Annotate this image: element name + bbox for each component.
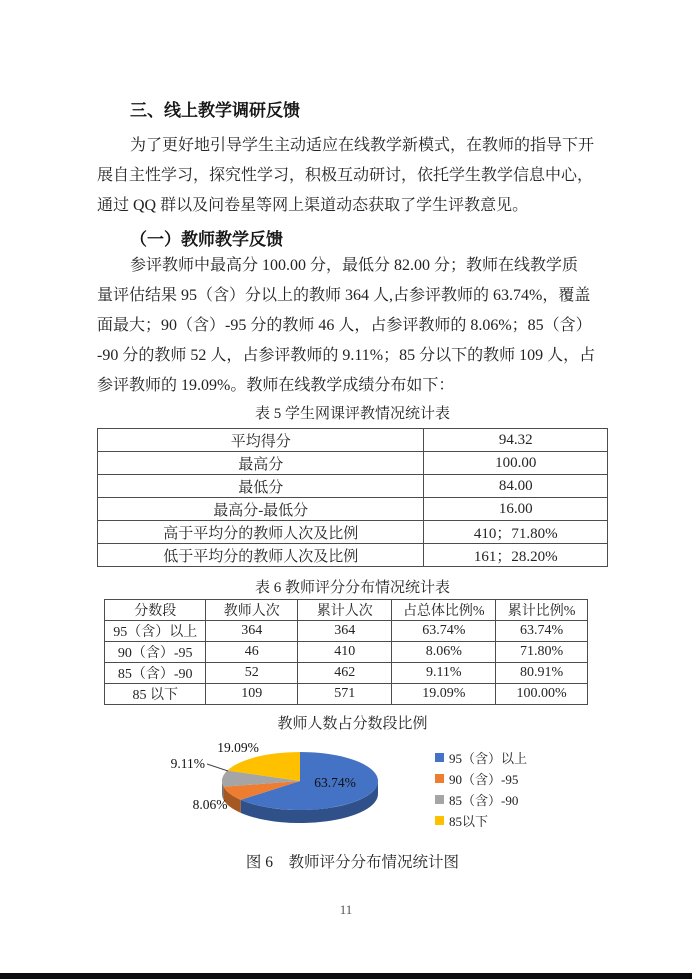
table-cell: 16.00 bbox=[424, 498, 608, 521]
legend-swatch-icon bbox=[435, 816, 444, 825]
legend-item bbox=[435, 810, 527, 831]
pie-data-label: 63.74% bbox=[314, 775, 356, 790]
pie-data-label: 8.06% bbox=[192, 797, 228, 812]
legend-label: 85（含）-90 bbox=[449, 793, 519, 808]
table-cell: 63.74% bbox=[392, 621, 496, 642]
table-cell: 最低分 bbox=[98, 475, 424, 498]
legend-item bbox=[435, 768, 527, 789]
table-cell: 平均得分 bbox=[98, 429, 424, 452]
paragraph-line: 为了更好地引导学生主动适应在线教学新模式，在教师的指导下开 bbox=[130, 137, 595, 154]
subsection-heading: （一）教师教学反馈 bbox=[130, 230, 283, 249]
table-row bbox=[98, 521, 608, 544]
table-cell: 85 以下 bbox=[105, 684, 206, 705]
pie-data-label: 9.11% bbox=[170, 756, 205, 771]
table-row bbox=[98, 544, 608, 567]
label-leader-line bbox=[207, 764, 228, 771]
table-header-cell: 累计人次 bbox=[298, 600, 392, 621]
page-number: 11 bbox=[339, 902, 353, 917]
table-cell: 80.91% bbox=[496, 663, 588, 684]
legend-label: 85以下 bbox=[449, 814, 489, 829]
table-row bbox=[105, 663, 588, 684]
chart-legend bbox=[435, 747, 527, 831]
table-cell: 95（含）以上 bbox=[105, 621, 206, 642]
detail-paragraph bbox=[97, 251, 613, 401]
legend-label: 95（含）以上 bbox=[449, 751, 528, 766]
table-row bbox=[98, 429, 608, 452]
table-cell: 410；71.80% bbox=[424, 521, 608, 544]
table-header-cell: 教师人次 bbox=[206, 600, 298, 621]
table-cell: 161；28.20% bbox=[424, 544, 608, 567]
table-cell: 71.80% bbox=[496, 642, 588, 663]
table-row bbox=[98, 452, 608, 475]
table-cell: 85（含）-90 bbox=[105, 663, 206, 684]
table-cell: 90（含）-95 bbox=[105, 642, 206, 663]
table-row bbox=[105, 684, 588, 705]
table-row bbox=[98, 498, 608, 521]
legend-item bbox=[435, 789, 527, 810]
table-cell: 109 bbox=[206, 684, 298, 705]
legend-label: 90（含）-95 bbox=[449, 772, 519, 787]
paragraph-line: 量评估结果 95（含）分以上的教师 364 人,占参评教师的 63.74%，覆盖 bbox=[97, 287, 591, 304]
table-cell: 100.00 bbox=[424, 452, 608, 475]
table5 bbox=[97, 428, 608, 567]
table-row bbox=[98, 475, 608, 498]
paragraph-line: -90 分的教师 52 人，占参评教师的 9.11%；85 分以下的教师 109 人，占 bbox=[97, 347, 596, 364]
table-cell: 高于平均分的教师人次及比例 bbox=[98, 521, 424, 544]
paragraph-line: 参评教师中最高分 100.00 分，最低分 82.00 分；教师在线教学质 bbox=[130, 257, 579, 274]
table-row bbox=[105, 642, 588, 663]
table-cell: 9.11% bbox=[392, 663, 496, 684]
table-cell: 52 bbox=[206, 663, 298, 684]
section-heading: 三、线上教学调研反馈 bbox=[130, 101, 300, 120]
table-row bbox=[105, 621, 588, 642]
table-cell: 19.09% bbox=[392, 684, 496, 705]
table6-caption: 表 6 教师评分分布情况统计表 bbox=[254, 580, 450, 596]
table-cell: 最高分-最低分 bbox=[98, 498, 424, 521]
table-cell: 94.32 bbox=[424, 429, 608, 452]
table-cell: 100.00% bbox=[496, 684, 588, 705]
window-edge-bar bbox=[0, 973, 692, 979]
table-cell: 46 bbox=[206, 642, 298, 663]
pie-data-label: 19.09% bbox=[217, 740, 259, 755]
table-header-row bbox=[105, 600, 588, 621]
table-cell: 364 bbox=[206, 621, 298, 642]
table-cell: 低于平均分的教师人次及比例 bbox=[98, 544, 424, 567]
table5-caption: 表 5 学生网课评教情况统计表 bbox=[254, 406, 450, 422]
legend-swatch-icon bbox=[435, 795, 444, 804]
table-header-cell: 占总体比例% bbox=[392, 600, 496, 621]
intro-paragraph bbox=[97, 131, 613, 221]
table-header-cell: 累计比例% bbox=[496, 600, 588, 621]
paragraph-line: 通过 QQ 群以及问卷星等网上渠道动态获取了学生评教意见。 bbox=[97, 197, 529, 214]
legend-item bbox=[435, 747, 527, 768]
table-cell: 最高分 bbox=[98, 452, 424, 475]
legend-swatch-icon bbox=[435, 753, 444, 762]
legend-swatch-icon bbox=[435, 774, 444, 783]
table-cell: 8.06% bbox=[392, 642, 496, 663]
table-header-cell: 分数段 bbox=[105, 600, 206, 621]
table-cell: 84.00 bbox=[424, 475, 608, 498]
table-cell: 63.74% bbox=[496, 621, 588, 642]
paragraph-line: 展自主性学习，探究性学习，积极互动研讨，依托学生教学信息中心， bbox=[97, 167, 594, 184]
table-cell: 462 bbox=[298, 663, 392, 684]
pie-chart bbox=[150, 735, 450, 840]
table6 bbox=[104, 599, 588, 705]
chart-title: 教师人数占分数段比例 bbox=[277, 716, 428, 732]
paragraph-line: 参评教师的 19.09%。教师在线教学成绩分布如下： bbox=[97, 377, 455, 394]
table-cell: 571 bbox=[298, 684, 392, 705]
table-cell: 364 bbox=[298, 621, 392, 642]
figure-caption: 图 6 教师评分分布情况统计图 bbox=[245, 854, 460, 871]
table-cell: 410 bbox=[298, 642, 392, 663]
paragraph-line: 面最大；90（含）-95 分的教师 46 人，占参评教师的 8.06%；85（含） bbox=[97, 317, 592, 334]
